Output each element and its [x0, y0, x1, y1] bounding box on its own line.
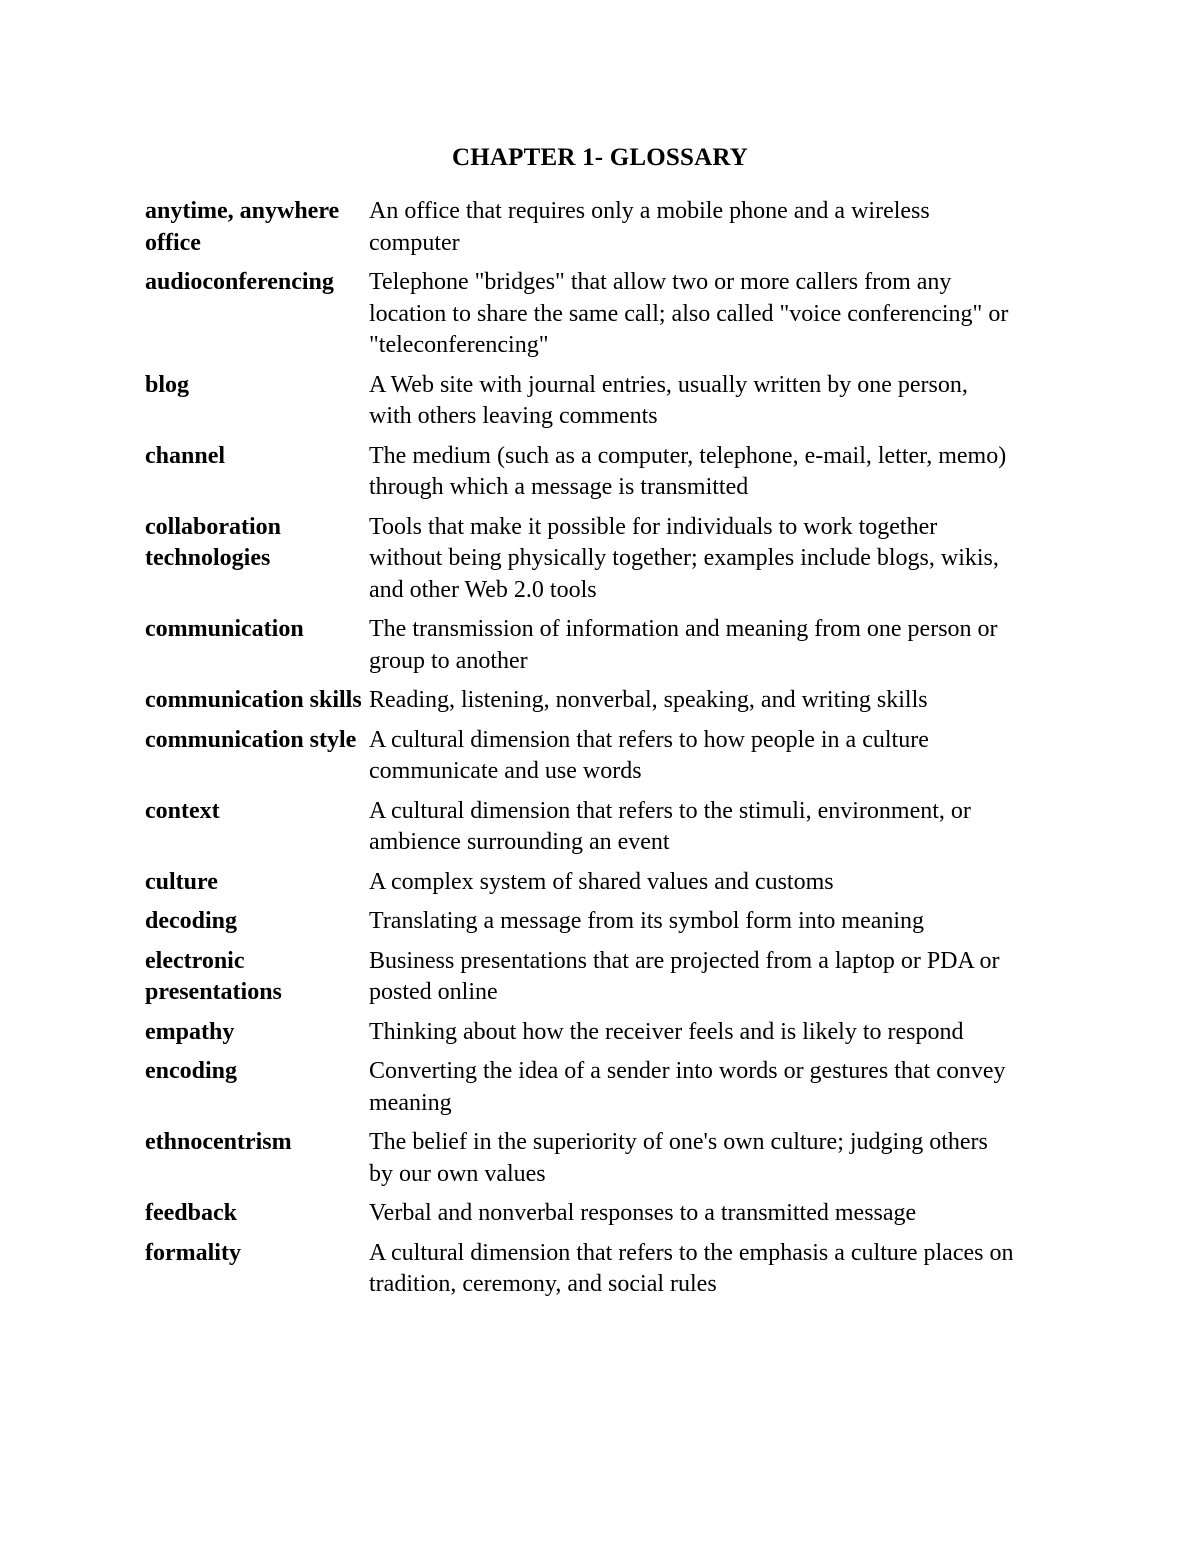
glossary-definition: A complex system of shared values and customs	[369, 868, 834, 895]
glossary-definition: The medium (such as a computer, telephone, e-mail, letter, memo) through which a message is transmitted	[369, 442, 1007, 500]
glossary-list	[145, 196, 1025, 1309]
glossary-entry	[145, 441, 1025, 504]
glossary-term: communication style	[145, 726, 357, 753]
glossary-definition: Telephone "bridges" that allow two or more callers from any location to share the same call; also called "voice conferencing" or "teleconferencing"	[369, 269, 1009, 358]
glossary-term: feedback	[145, 1200, 237, 1226]
glossary-definition: Verbal and nonverbal responses to a transmitted message	[369, 1200, 917, 1226]
glossary-entry	[145, 614, 1025, 677]
glossary-entry	[145, 725, 1025, 788]
glossary-entry	[145, 512, 1025, 607]
glossary-entry	[145, 267, 1025, 362]
glossary-entry	[145, 867, 1025, 899]
glossary-definition: A cultural dimension that refers to how people in a culture communicate and use words	[369, 726, 929, 784]
glossary-term: channel	[145, 442, 226, 469]
glossary-entry	[145, 1017, 1025, 1049]
glossary-term: blog	[145, 371, 190, 398]
glossary-entry	[145, 946, 1025, 1009]
glossary-definition: Reading, listening, nonverbal, speaking, and writing skills	[369, 687, 928, 713]
glossary-definition: Business presentations that are projected from a laptop or PDA or posted online	[369, 947, 1000, 1005]
glossary-term: encoding	[145, 1058, 238, 1084]
glossary-term: collaboration technologies	[145, 513, 281, 571]
glossary-entry	[145, 1238, 1025, 1301]
glossary-definition: The belief in the superiority of one's own culture; judging others by our own values	[369, 1129, 988, 1187]
glossary-entry	[145, 685, 1025, 717]
glossary-term: culture	[145, 868, 218, 895]
glossary-term: ethnocentrism	[145, 1129, 292, 1155]
glossary-definition: A cultural dimension that refers to the emphasis a culture places on tradition, ceremony, and social rules	[369, 1239, 1014, 1297]
glossary-entry	[145, 196, 1025, 259]
glossary-entry	[145, 1198, 1025, 1230]
glossary-term: empathy	[145, 1018, 235, 1045]
glossary-term: communication	[145, 616, 304, 642]
glossary-term: electronic presentations	[145, 947, 282, 1005]
glossary-term: audioconferencing	[145, 269, 334, 295]
glossary-definition: The transmission of information and meaning from one person or group to another	[369, 616, 998, 674]
page-title: CHAPTER 1- GLOSSARY	[451, 144, 748, 171]
glossary-definition: A cultural dimension that refers to the stimuli, environment, or ambience surrounding an event	[369, 797, 971, 855]
glossary-definition: Thinking about how the receiver feels and is likely to respond	[369, 1018, 964, 1045]
glossary-definition: An office that requires only a mobile phone and a wireless computer	[369, 198, 930, 256]
glossary-definition: Translating a message from its symbol form into meaning	[369, 908, 925, 934]
glossary-term: decoding	[145, 908, 238, 934]
glossary-term: formality	[145, 1239, 241, 1266]
glossary-term: communication skills	[145, 687, 362, 713]
glossary-term: anytime, anywhere office	[145, 198, 340, 256]
glossary-entry	[145, 1127, 1025, 1190]
glossary-entry	[145, 1056, 1025, 1119]
glossary-definition: Converting the idea of a sender into words or gestures that convey meaning	[369, 1058, 1006, 1116]
glossary-definition: Tools that make it possible for individuals to work together without being physically together; examples include blogs, wikis, and other Web 2.0 tools	[369, 513, 999, 603]
glossary-entry	[145, 370, 1025, 433]
glossary-entry	[145, 906, 1025, 938]
glossary-entry	[145, 796, 1025, 859]
glossary-definition: A Web site with journal entries, usually written by one person, with others leaving comments	[369, 371, 968, 429]
glossary-term: context	[145, 797, 220, 824]
